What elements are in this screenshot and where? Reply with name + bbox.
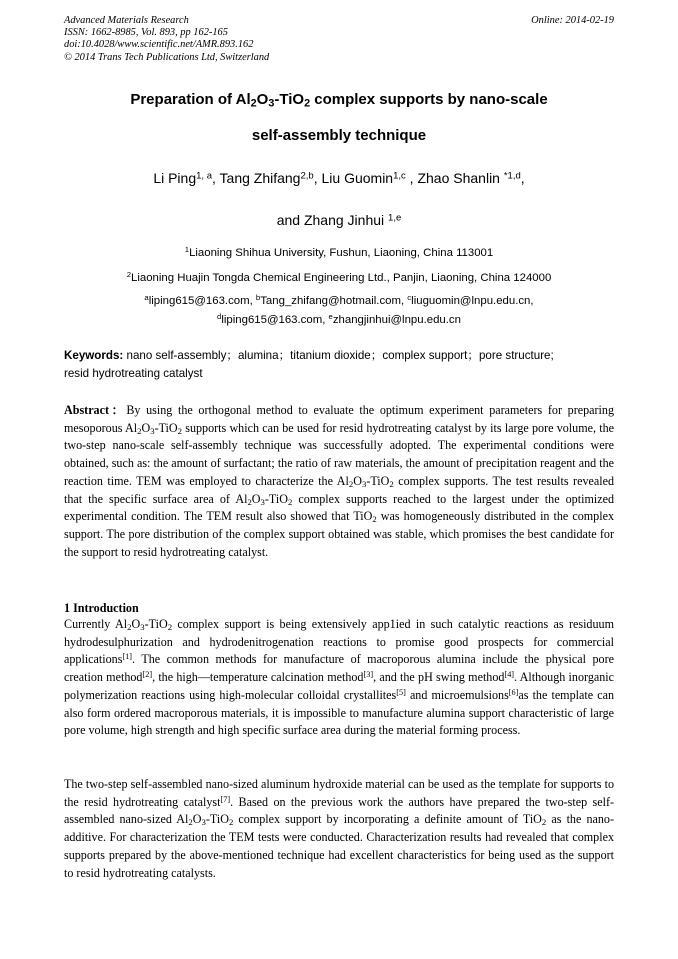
body-text: . Although inorganic polymerization reactions using high-molecular colloidal crystallites <box>64 670 615 702</box>
body-text: -TiO <box>205 812 229 827</box>
email-sup: d <box>217 312 222 322</box>
affil-sup: 1 <box>184 245 190 255</box>
email-text: liping615@163.com, <box>221 314 329 326</box>
body-text: , the high—temperature calcination method <box>152 670 364 685</box>
email-sup: b <box>255 293 261 303</box>
subscript: 2 <box>348 478 354 489</box>
body-text: as the template can also form ordered macroporous materials, it is impossible to manufacture alumina support characteristic of large pore volume, high strength and high specific surface area during the material forming process. <box>64 687 614 738</box>
keywords-block <box>64 347 614 382</box>
subscript: 3 <box>260 496 265 507</box>
email-line-1 <box>64 294 614 308</box>
author-list <box>64 169 614 187</box>
abstract-text: -TiO <box>264 491 288 506</box>
subscript: 2 <box>389 478 394 489</box>
subscript: 2 <box>372 514 377 525</box>
citation-ref: [1] <box>122 652 133 662</box>
affil-sup: 2 <box>126 270 132 280</box>
paper-title <box>64 91 614 109</box>
subscript: 3 <box>201 817 206 828</box>
citation-ref: [3] <box>363 670 374 679</box>
author-list-line2 <box>64 211 614 229</box>
author-sup: 1,e <box>388 212 402 224</box>
journal-issn: ISSN: 1662-8985, Vol. 893, pp 162-165 <box>64 27 228 39</box>
title-sub: 3 <box>268 97 275 110</box>
abstract-text: complex supports. The test results revealed that the specific surface area of Al <box>64 473 615 506</box>
email-sup: e <box>328 312 333 322</box>
body-text: Currently Al <box>64 617 128 631</box>
title-part: -TiO <box>274 91 305 108</box>
subscript: 2 <box>247 496 252 507</box>
abstract-text: O <box>353 473 362 488</box>
affiliation-2 <box>64 271 614 285</box>
subscript: 2 <box>188 817 193 828</box>
author-name: and Zhang Jinhui <box>276 212 389 228</box>
subscript: 3 <box>140 622 145 633</box>
body-text: complex support is being extensively app1ied in such catalytic reactions as residuum hydrodesulphurization and hydrodenitrogenation reactions to promise good prospects for commercial applications <box>64 617 614 667</box>
subscript: 2 <box>127 622 132 633</box>
affil-text: Liaoning Shihua University, Fushun, Liaoning, China 113001 <box>189 247 494 259</box>
body-text: . The common methods for manufacture of macroporous alumina include the physical pore creation method <box>64 652 614 685</box>
paper-title-line2: self-assembly technique <box>251 127 427 144</box>
citation-ref: [6] <box>508 687 519 697</box>
title-part: O <box>256 91 269 108</box>
author-sup: *1,d <box>503 170 521 182</box>
email-sup: c <box>407 293 412 303</box>
body-text: O <box>192 812 202 827</box>
author-name: , Tang Zhifang <box>212 170 301 186</box>
keywords-text: resid hydrotreating catalyst <box>64 366 203 380</box>
body-text: as the nano-additive. For characterization the TEM tests were conducted. Characterization results had revealed that complex supports prepared by the above-mentioned technique had excellent characteristics for being used as the support to resid hydrotreating catalysts. <box>64 812 614 880</box>
subscript: 3 <box>361 478 367 489</box>
journal-name: Advanced Materials Research <box>64 15 189 26</box>
online-date: Online: 2014-02-19 <box>531 15 614 26</box>
abstract-label: Abstract： <box>64 403 127 417</box>
author-sep: , <box>520 170 525 186</box>
email-text: Tang_zhifang@hotmail.com, <box>260 295 408 307</box>
body-text: O <box>131 617 141 631</box>
journal-header <box>64 15 269 64</box>
citation-ref: [2] <box>142 670 153 679</box>
keywords-text: nano self-assembly；alumina；titanium dioxide；complex support；pore structure; <box>123 349 554 362</box>
title-sub: 2 <box>304 97 311 110</box>
section-heading: 1 Introduction <box>64 601 139 615</box>
subscript: 2 <box>287 496 293 507</box>
author-sup: 1,c <box>393 170 406 182</box>
body-text: , and the pH swing method <box>373 670 505 685</box>
subscript: 2 <box>137 425 142 436</box>
journal-doi: doi:10.4028/www.scientific.net/AMR.893.162 <box>64 39 254 51</box>
abstract-text: O <box>251 491 261 506</box>
intro-paragraph-1 <box>64 616 614 740</box>
abstract-text: -TiO <box>366 473 390 488</box>
body-text: -TiO <box>144 617 168 631</box>
subscript: 2 <box>167 622 173 633</box>
abstract-text: supports which can be used for resid hydrotreating catalyst by its large pore volume, the two-step nano-scale self-assembly technique was successfully adopted. The experimental conditions were obtained, such as: the amount of surfactant; the ratio of raw materials, the amount of precipitation reagent and the reaction time. TEM was employed to characterize the Al <box>64 420 614 488</box>
subscript: 2 <box>541 817 547 828</box>
abstract-text: was homogeneously distributed in the complex support. The pore distribution of the complex support obtained was stable, which promises the best candidate for the support to resid hydrotreating catalyst. <box>64 509 614 559</box>
email-text: liuguomin@lnpu.edu.cn, <box>411 295 534 307</box>
email-text: zhangjinhui@lnpu.edu.cn <box>332 314 461 326</box>
title-part: complex supports by nano-scale <box>310 91 548 108</box>
email-line-2 <box>64 313 614 327</box>
body-text: . Based on the previous work the authors have prepared the two-step self-assembled nano-sized Al <box>64 794 614 827</box>
subscript: 2 <box>177 425 183 436</box>
intro-paragraph-2 <box>64 776 614 882</box>
abstract-text: -TiO <box>154 420 178 435</box>
title-part: Preparation of Al <box>130 91 251 108</box>
journal-copyright: © 2014 Trans Tech Publications Ltd, Switzerland <box>64 51 270 63</box>
abstract-text: By using the orthogonal method to evaluate the optimum experiment parameters for preparing mesoporous Al <box>64 403 614 435</box>
body-text: The two-step self-assembled nano-sized aluminum hydroxide material can be used as the template for supports to the resid hydrotreating catalyst <box>64 777 614 809</box>
email-text: liping615@163.com, <box>148 295 256 307</box>
title-sub: 2 <box>250 97 257 110</box>
body-text: and microemulsions <box>405 687 509 702</box>
author-sup: 2,b <box>300 170 314 182</box>
citation-ref: [7] <box>220 794 231 804</box>
email-sup: a <box>144 293 149 303</box>
abstract-text: complex supports reached to the largest under the optimized experimental condition. The TEM result also showed that TiO <box>64 491 614 524</box>
author-name: , Liu Guomin <box>313 170 394 186</box>
abstract-paragraph <box>64 402 614 561</box>
author-name: , Zhao Shanlin <box>405 170 504 186</box>
citation-ref: [4] <box>504 670 515 679</box>
affiliation-1 <box>64 246 614 260</box>
author-sup: 1, a <box>196 170 212 182</box>
body-text: complex support by incorporating a definite amount of TiO <box>233 812 542 827</box>
subscript: 2 <box>228 817 234 828</box>
affil-text: Liaoning Huajin Tongda Chemical Engineering Ltd., Panjin, Liaoning, China 124000 <box>131 272 552 284</box>
author-name: Li Ping <box>153 170 197 186</box>
abstract-text: O <box>141 420 151 435</box>
keywords-label: Keywords: <box>64 349 124 362</box>
citation-ref: [5] <box>396 687 406 697</box>
subscript: 3 <box>150 425 155 436</box>
